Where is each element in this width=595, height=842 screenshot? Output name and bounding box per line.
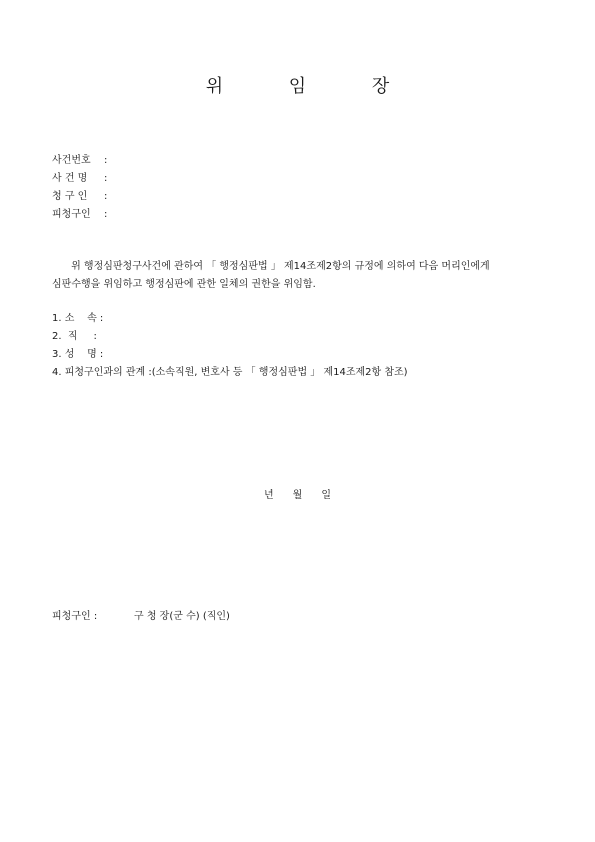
statement-line: 심판수행을 위임하고 행정심판에 관한 일체의 권한을 위임함. xyxy=(52,279,316,290)
delegation-statement xyxy=(52,258,547,294)
field-case-number xyxy=(52,152,107,170)
field-affiliation: 1. 소 속 : xyxy=(52,313,104,324)
signature-value: 구 청 장(군 수) (직인) xyxy=(134,611,230,622)
field-label: 청 구 인 xyxy=(52,191,88,202)
field-case-name xyxy=(52,170,107,188)
field-name: 3. 성 명 : xyxy=(52,349,104,360)
field-label: 사 건 명 xyxy=(52,173,88,184)
field-position: 2. 직 : xyxy=(52,331,97,342)
statement-line: 위 행정심판청구사건에 관하여 「 행정심판법 」 제14조제2항의 규정에 의하여 다음 머리인에게 xyxy=(52,261,490,272)
field-relationship: 4. 피청구인과의 관계 :(소속직원, 변호사 등 「 행정심판법 」 제14조제2항 참조) xyxy=(52,367,408,378)
field-claimant xyxy=(52,188,107,206)
signature-label: 피청구인 : xyxy=(52,611,98,622)
case-fields xyxy=(52,152,107,224)
field-separator: : xyxy=(104,209,108,220)
field-label: 사건번호 xyxy=(52,155,91,166)
field-label: 피청구인 xyxy=(52,209,91,220)
signature-line xyxy=(52,608,230,626)
field-separator: : xyxy=(104,173,108,184)
date-line: 년 월 일 xyxy=(263,490,332,501)
field-separator: : xyxy=(104,191,108,202)
field-separator: : xyxy=(104,155,108,166)
field-respondent xyxy=(52,206,107,224)
delegate-fields xyxy=(52,310,408,382)
page-title: 위 임 장 xyxy=(205,76,420,97)
